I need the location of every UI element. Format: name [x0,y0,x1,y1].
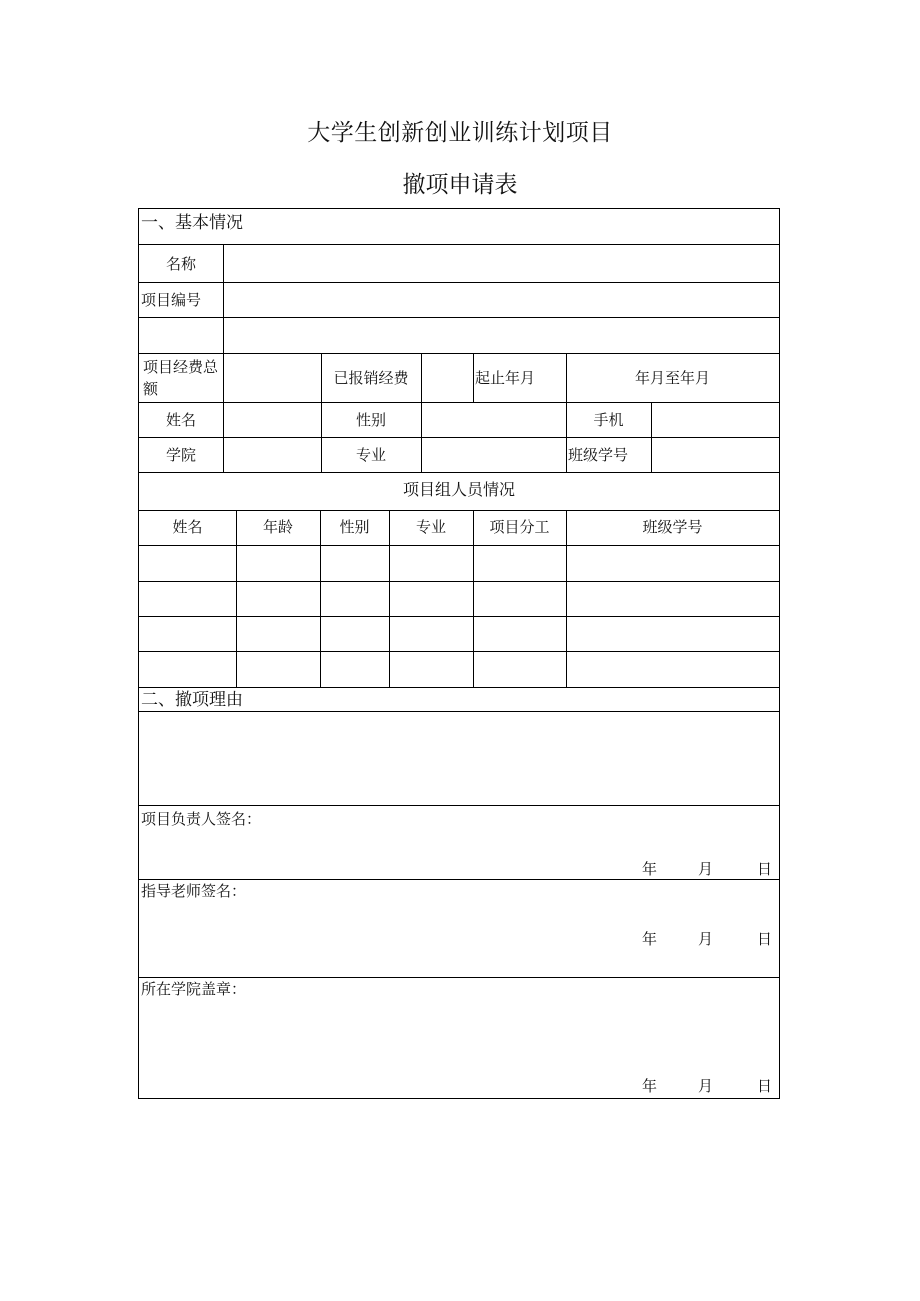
period-value[interactable]: 年月至年月 [634,369,710,387]
members-col-age: 年龄 [262,518,293,536]
leader-name-label: 姓名 [165,411,196,429]
project-name-label: 名称 [165,255,196,273]
leader-college-field[interactable] [224,438,321,472]
document-title: 大学生创新创业训练计划项目 [307,120,613,146]
members-col-class-id: 班级学号 [642,518,703,536]
project-name-field[interactable] [224,245,779,282]
project-number-label: 项目编号 [141,291,202,309]
phone-label: 手机 [593,411,624,429]
leader-phone-field[interactable] [652,403,779,437]
members-heading: 项目组人员情况 [402,480,515,499]
leader-name-field[interactable] [224,403,321,437]
leader-sign-day: 日 [757,860,773,878]
table-row[interactable] [139,617,779,651]
table-row[interactable] [139,652,779,687]
members-col-gender: 性别 [339,518,370,536]
table-row[interactable] [139,582,779,616]
leader-gender-field[interactable] [422,403,566,437]
section-basic-info-heading: 一、基本情况 [141,213,243,233]
advisor-sign-year: 年 [642,930,658,948]
college-label: 学院 [165,446,196,464]
advisor-signature-label: 指导老师签名： [141,882,247,900]
members-col-major: 专业 [415,518,446,536]
application-form-table [138,208,780,1099]
total-funds-label: 项目经费总额 [143,358,219,398]
document-subtitle: 撤项申请表 [402,172,518,198]
leader-class-id-field[interactable] [652,438,779,472]
period-label: 起止年月 [475,369,536,387]
college-seal-day: 日 [757,1077,773,1095]
leader-sign-month: 月 [698,860,714,878]
reimbursed-funds-label: 已报销经费 [333,369,409,387]
withdrawal-reason-field[interactable] [139,712,779,805]
advisor-sign-month: 月 [698,930,714,948]
leader-sign-year: 年 [642,860,658,878]
reimbursed-funds-field[interactable] [422,354,473,402]
section-withdrawal-reason-heading: 二、撤项理由 [141,690,243,710]
members-col-name: 姓名 [172,518,203,536]
total-funds-field[interactable] [224,354,321,402]
leader-signature-label: 项目负责人签名： [141,810,262,828]
table-row[interactable] [139,546,779,581]
major-label: 专业 [355,446,386,464]
leader-major-field[interactable] [422,438,566,472]
college-seal-month: 月 [698,1077,714,1095]
gender-label: 性别 [355,411,386,429]
project-number-field[interactable] [224,283,779,317]
college-seal-label: 所在学院盖章： [141,980,247,998]
college-seal-year: 年 [642,1077,658,1095]
members-col-role: 项目分工 [489,518,550,536]
advisor-sign-day: 日 [757,930,773,948]
class-id-label: 班级学号 [568,446,629,464]
